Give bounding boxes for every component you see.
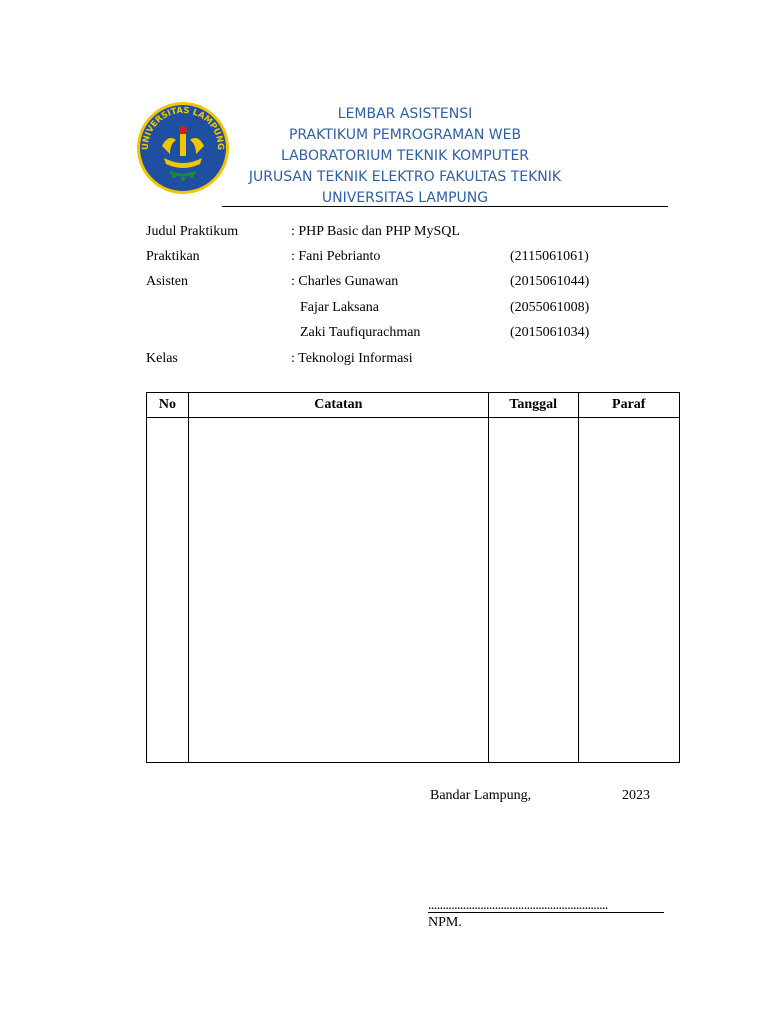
header-university: UNIVERSITAS LAMPUNG bbox=[321, 190, 489, 206]
cell-catatan bbox=[188, 418, 488, 763]
notes-table bbox=[146, 392, 680, 763]
info-value: : Teknologi Informasi bbox=[291, 351, 413, 366]
info-npm: (2055061008) bbox=[510, 300, 590, 315]
header-title: LEMBAR ASISTENSI bbox=[337, 106, 473, 122]
info-value: Zaki Taufiqurachman bbox=[300, 325, 421, 340]
info-value: Fajar Laksana bbox=[300, 300, 379, 315]
info-label: Kelas bbox=[146, 351, 178, 366]
signature-year: 2023 bbox=[622, 788, 650, 803]
npm-label: NPM. bbox=[428, 915, 462, 930]
info-npm: (2115061061) bbox=[510, 249, 589, 264]
info-npm: (2015061034) bbox=[510, 325, 590, 340]
column-header-no: No bbox=[147, 393, 189, 418]
header-lab: LABORATORIUM TEKNIK KOMPUTER bbox=[280, 148, 530, 164]
signature-underline bbox=[428, 912, 664, 913]
column-header-tanggal: Tanggal bbox=[488, 393, 578, 418]
column-header-paraf: Paraf bbox=[578, 393, 679, 418]
table-header-row bbox=[147, 393, 680, 418]
svg-text:UNIVERSITAS LAMPUNG: UNIVERSITAS LAMPUNG bbox=[140, 105, 226, 151]
info-value: : Charles Gunawan bbox=[291, 274, 399, 289]
cell-paraf bbox=[578, 418, 679, 763]
info-label: Praktikan bbox=[146, 249, 200, 264]
table-row bbox=[147, 418, 680, 763]
cell-tanggal bbox=[488, 418, 578, 763]
column-header-catatan: Catatan bbox=[188, 393, 488, 418]
header-department: JURUSAN TEKNIK ELEKTRO FAKULTAS TEKNIK bbox=[248, 169, 562, 185]
university-logo bbox=[134, 100, 232, 196]
header-course: PRAKTIKUM PEMROGRAMAN WEB bbox=[288, 127, 522, 143]
info-npm: (2015061044) bbox=[510, 274, 590, 289]
info-label: Asisten bbox=[146, 274, 188, 289]
info-label: Judul Praktikum bbox=[146, 224, 239, 239]
signature-place: Bandar Lampung, bbox=[430, 788, 532, 803]
document-header bbox=[230, 104, 580, 209]
info-value: : Fani Pebrianto bbox=[291, 249, 381, 264]
info-value: : PHP Basic dan PHP MySQL bbox=[291, 224, 460, 239]
header-divider bbox=[222, 206, 668, 207]
signature-line: .............................................................. bbox=[428, 898, 608, 913]
cell-no bbox=[147, 418, 189, 763]
